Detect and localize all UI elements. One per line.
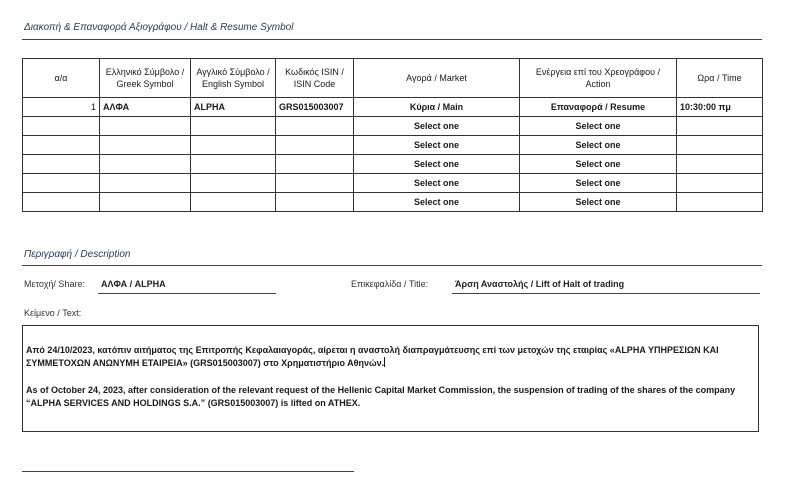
cell-greek-symbol[interactable] [100,174,191,193]
section-title-description: Περιγραφή / Description [24,249,131,260]
cell-english-symbol[interactable] [191,117,276,136]
table-row [23,117,763,136]
cell-time[interactable] [677,193,763,212]
market-select[interactable]: Select one [354,117,520,136]
cell-index[interactable] [23,155,100,174]
cell-isin-code[interactable]: GRS015003007 [276,98,354,117]
share-label: Μετοχή/ Share: [24,279,85,289]
share-field[interactable]: ΑΛΦΑ / ALPHA [101,279,166,289]
text-greek-paragraph: Από 24/10/2023, κατόπιν αιτήματος της Επιτροπής Κεφαλαιαγοράς, αίρεται η αναστολή διαπραγμάτευσης επί των μετοχών της εταιρίας «ALPHA ΥΠΗΡΕΣΙΩΝ ΚΑΙ ΣΥΜΜΕΤΟΧΩΝ ΑΝΩΝΥΜΗ ΕΤΑΙΡΕΙΑ» (GRS015003007) στο Χρηματιστήριο Αθηνών. [26,345,719,368]
header-action: Ενέργεια επί του Χρεογράφου / Action [520,59,677,98]
action-select[interactable]: Select one [520,193,677,212]
table-row [23,155,763,174]
cell-index[interactable] [23,117,100,136]
title-label: Επικεφαλίδα / Title: [351,279,429,289]
title-field-underline [452,293,760,294]
market-select[interactable]: Select one [354,136,520,155]
cell-index[interactable] [23,174,100,193]
cell-isin-code[interactable] [276,174,354,193]
cell-english-symbol[interactable] [191,155,276,174]
cell-isin-code[interactable] [276,193,354,212]
text-english-paragraph: As of October 24, 2023, after consideration of the relevant request of the Hellenic Capital Market Commission, the suspension of trading of the shares of the company “ALPHA SERVICES AND HOLDINGS S.A.” (GRS015003007) is lifted on ATHEX. [26,385,736,408]
market-select[interactable]: Select one [354,174,520,193]
cell-greek-symbol[interactable]: ΑΛΦΑ [100,98,191,117]
cell-english-symbol[interactable]: ALPHA [191,98,276,117]
header-isin-code: Κωδικός ISIN / ISIN Code [276,59,354,98]
text-cursor [384,357,385,367]
section-divider [22,39,762,40]
section-divider [22,265,762,266]
title-field[interactable]: Άρση Αναστολής / Lift of Halt of trading [455,279,625,289]
header-english-symbol: Αγγλικό Σύμβολο / English Symbol [191,59,276,98]
cell-english-symbol[interactable] [191,174,276,193]
cell-index[interactable] [23,193,100,212]
market-select[interactable]: Select one [354,155,520,174]
cell-greek-symbol[interactable] [100,155,191,174]
cell-isin-code[interactable] [276,136,354,155]
cell-time[interactable] [677,174,763,193]
action-select[interactable]: Select one [520,136,677,155]
cell-index[interactable] [23,136,100,155]
signature-line [22,471,354,472]
action-select[interactable]: Select one [520,174,677,193]
cell-english-symbol[interactable] [191,136,276,155]
table-row [23,136,763,155]
table-row [23,193,763,212]
cell-time[interactable] [677,117,763,136]
text-area[interactable] [22,325,759,432]
header-index: α/α [23,59,100,98]
share-field-underline [98,293,276,294]
market-select[interactable]: Select one [354,193,520,212]
cell-greek-symbol[interactable] [100,136,191,155]
cell-index[interactable]: 1 [23,98,100,117]
header-market: Αγορά / Market [354,59,520,98]
cell-time[interactable]: 10:30:00 πμ [677,98,763,117]
header-greek-symbol: Ελληνικό Σύμβολο / Greek Symbol [100,59,191,98]
table-row [23,98,763,117]
table-row [23,174,763,193]
section-title-halt-resume: Διακοπή & Επαναφορά Αξιογράφου / Halt & Resume Symbol [24,22,294,33]
cell-english-symbol[interactable] [191,193,276,212]
cell-time[interactable] [677,155,763,174]
action-select[interactable]: Select one [520,155,677,174]
action-select[interactable]: Select one [520,117,677,136]
cell-greek-symbol[interactable] [100,117,191,136]
cell-greek-symbol[interactable] [100,193,191,212]
header-time: Ωρα / Time [677,59,763,98]
table-header-row [23,59,763,98]
cell-isin-code[interactable] [276,117,354,136]
cell-time[interactable] [677,136,763,155]
market-select[interactable]: Κύρια / Main [354,98,520,117]
text-label: Κείμενο / Text: [24,308,82,318]
cell-isin-code[interactable] [276,155,354,174]
action-select[interactable]: Επαναφορά / Resume [520,98,677,117]
symbols-table [22,58,763,212]
